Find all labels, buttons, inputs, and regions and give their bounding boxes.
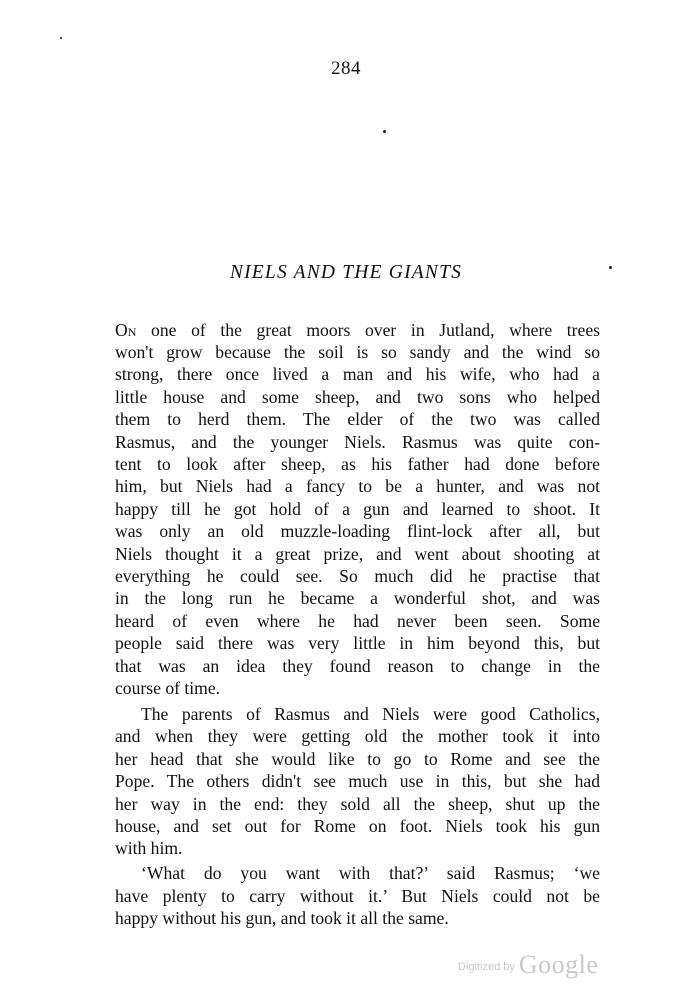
text-line: and when they were getting old the mother took it into bbox=[115, 726, 600, 746]
text-line: ‘What do you want with that?’ said Rasmus; ‘we bbox=[141, 863, 600, 883]
text-line: won't grow because the soil is so sandy and the wind so bbox=[115, 342, 600, 362]
text-line: with him. bbox=[115, 838, 183, 858]
text-line: in the long run he became a wonderful shot, and was bbox=[115, 588, 600, 608]
text-line: little house and some sheep, and two sons who helped bbox=[115, 387, 600, 407]
digitized-watermark bbox=[458, 950, 598, 980]
text-line: everything he could see. So much did he practise that bbox=[115, 566, 600, 586]
scan-speck bbox=[60, 37, 62, 39]
text-line: Niels thought it a great prize, and went about shooting at bbox=[115, 544, 600, 564]
text-line: people said there was very little in him beyond this, but bbox=[115, 633, 600, 653]
text-line: Pope. The others didn't see much use in this, but she had bbox=[115, 771, 600, 791]
text-line: them to herd them. The elder of the two was called bbox=[115, 409, 600, 429]
text-line: happy till he got hold of a gun and learned to shoot. It bbox=[115, 499, 600, 519]
text-line: happy without his gun, and took it all the same. bbox=[115, 908, 449, 928]
text-line: heard of even where he had never been seen. Some bbox=[115, 611, 600, 631]
text-line: her way in the end: they sold all the sheep, shut up the bbox=[115, 794, 600, 814]
text-line: was only an old muzzle-loading flint-lock after all, but bbox=[115, 521, 600, 541]
text-line: house, and set out for Rome on foot. Niels took his gun bbox=[115, 816, 600, 836]
text-line: course of time. bbox=[115, 678, 221, 698]
page-number: 284 bbox=[331, 58, 361, 79]
scan-speck bbox=[383, 130, 386, 133]
text-line: her head that she would like to go to Rome and see the bbox=[115, 749, 600, 769]
text-line: On one of the great moors over in Jutland, where trees bbox=[115, 320, 600, 340]
text-line: The parents of Rasmus and Niels were good Catholics, bbox=[141, 704, 600, 724]
watermark-prefix: Digitized by bbox=[458, 961, 515, 973]
chapter-title: NIELS AND THE GIANTS bbox=[229, 262, 463, 283]
text-line: him, but Niels had a fancy to be a hunter, and was not bbox=[115, 476, 600, 496]
text-line: that was an idea they found reason to change in the bbox=[115, 656, 600, 676]
text-line: Rasmus, and the younger Niels. Rasmus was quite con- bbox=[115, 432, 600, 452]
text-line: strong, there once lived a man and his wife, who had a bbox=[115, 364, 600, 384]
google-logo: Google bbox=[518, 950, 599, 979]
text-line: have plenty to carry without it.’ But Niels could not be bbox=[115, 886, 600, 906]
text-line: tent to look after sheep, as his father had done before bbox=[115, 454, 600, 474]
drop-word: On bbox=[115, 320, 137, 340]
